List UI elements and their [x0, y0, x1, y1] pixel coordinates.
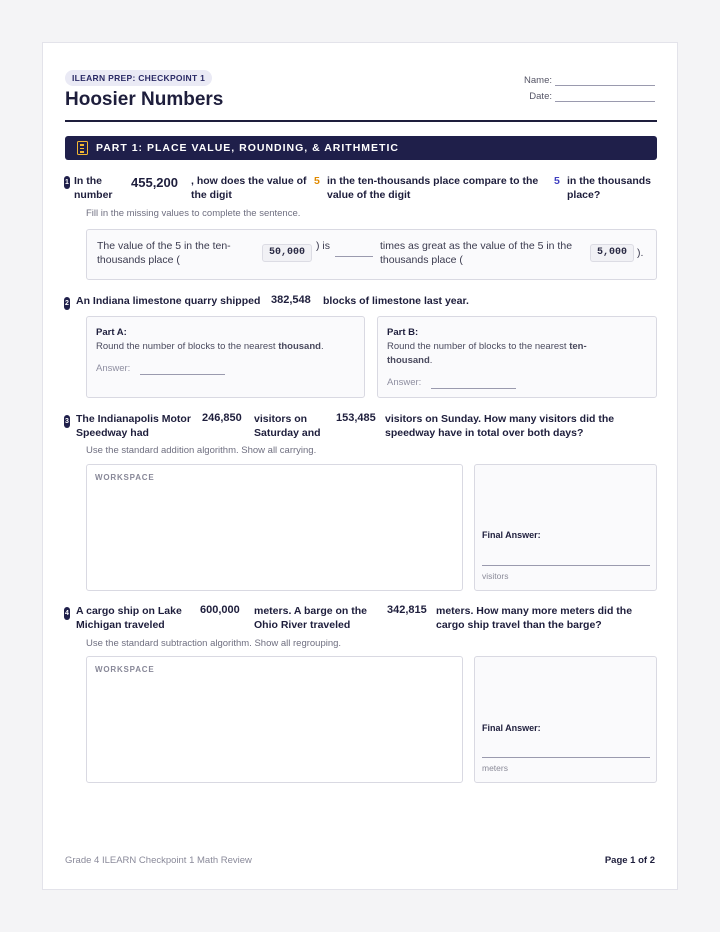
part-a-answer-line[interactable] — [140, 374, 225, 375]
name-label: Name: — [524, 75, 552, 86]
q1-text-1: In the number — [74, 175, 113, 201]
times-blank[interactable] — [335, 256, 373, 257]
part-1-title: PART 1: PLACE VALUE, ROUNDING, & ARITHMETIC — [96, 142, 399, 154]
question-number: 2 — [64, 297, 70, 310]
question-number: 1 — [64, 176, 70, 189]
calculator-icon — [77, 141, 88, 155]
q3-instruction: Use the standard addition algorithm. Show all carrying. — [86, 445, 317, 456]
answer-label: Answer: — [387, 377, 422, 388]
q4-workspace[interactable] — [86, 656, 463, 783]
q4-text-1: A cargo ship on Lake Michigan traveled — [76, 605, 182, 631]
part-a-box — [86, 316, 365, 398]
part-b-desc: Round the number of blocks to the nearest ten-thousand. — [387, 341, 587, 366]
q1-sentence-1: The value of the 5 in the ten-thousands place ( — [97, 240, 231, 266]
workspace-label: WORKSPACE — [95, 473, 155, 482]
final-answer-label: Final Answer: — [482, 723, 541, 733]
part-b-answer-line[interactable] — [431, 388, 516, 389]
q1-sentence-4: ). — [637, 247, 644, 259]
date-field[interactable] — [523, 91, 655, 105]
q3-text-2: visitors on Saturday and — [254, 413, 321, 439]
part-b-title: Part B: — [387, 327, 419, 338]
name-field[interactable] — [523, 75, 655, 89]
q2-number: 382,548 — [271, 294, 311, 306]
q4-text-3: meters. How many more meters did the cargo ship travel than the barge? — [436, 605, 633, 631]
page-number: Page 1 of 2 — [604, 855, 655, 866]
name-line — [555, 85, 655, 86]
q1-sentence-box — [86, 229, 657, 280]
q4-number-2: 342,815 — [387, 604, 427, 616]
footer-course: Grade 4 ILEARN Checkpoint 1 Math Review — [65, 855, 252, 866]
part-a-title: Part A: — [96, 327, 127, 338]
question-number: 4 — [64, 607, 70, 620]
part-b-box — [377, 316, 657, 398]
date-line — [555, 101, 655, 102]
q4-instruction: Use the standard subtraction algorithm. Show all regrouping. — [86, 638, 342, 649]
q4-number-1: 600,000 — [200, 604, 240, 616]
page-title: Hoosier Numbers — [65, 89, 224, 110]
value-50000: 50,000 — [262, 244, 312, 262]
q4-text-2: meters. A barge on the Ohio River traveled — [254, 605, 367, 631]
part-a-desc: Round the number of blocks to the nearest thousand. — [96, 341, 324, 352]
q1-text-3: in the ten-thousands place compare to the value of the digit — [327, 175, 539, 201]
question-number: 3 — [64, 415, 70, 428]
q1-text-2: , how does the value of the digit — [191, 175, 307, 201]
q3-number-2: 153,485 — [336, 412, 376, 424]
q1-sentence-3: times as great as the value of the 5 in the thousands place ( — [380, 240, 573, 266]
q3-number-1: 246,850 — [202, 412, 242, 424]
q3-text-1: The Indianapolis Motor Speedway had — [76, 413, 191, 439]
q4-answer-box — [474, 656, 657, 783]
q4-answer-line[interactable] — [482, 757, 650, 758]
part-1-header — [65, 136, 657, 160]
checkpoint-badge: ILEARN PREP: CHECKPOINT 1 — [65, 70, 212, 86]
q3-workspace[interactable] — [86, 464, 463, 591]
q1-digit-a: 5 — [314, 175, 320, 187]
unit-label: meters — [482, 763, 508, 773]
answer-label: Answer: — [96, 363, 131, 374]
final-answer-label: Final Answer: — [482, 530, 541, 540]
q2-text-2: blocks of limestone last year. — [323, 295, 469, 307]
q1-sentence-2: ) is — [316, 240, 330, 252]
workspace-label: WORKSPACE — [95, 665, 155, 674]
q1-instruction: Fill in the missing values to complete the sentence. — [86, 208, 301, 219]
q3-text-3: visitors on Sunday. How many visitors did the speedway have in total over both days? — [385, 413, 615, 439]
q1-text-4: in the thousands place? — [567, 175, 651, 201]
q3-answer-line[interactable] — [482, 565, 650, 566]
q1-digit-b: 5 — [554, 175, 560, 187]
value-5000: 5,000 — [590, 244, 634, 262]
header-divider — [65, 120, 657, 122]
date-label: Date: — [529, 91, 552, 102]
q2-text-1: An Indiana limestone quarry shipped — [76, 295, 261, 307]
worksheet-page — [42, 42, 678, 890]
q1-number: 455,200 — [131, 175, 178, 190]
q3-answer-box — [474, 464, 657, 591]
unit-label: visitors — [482, 571, 509, 581]
